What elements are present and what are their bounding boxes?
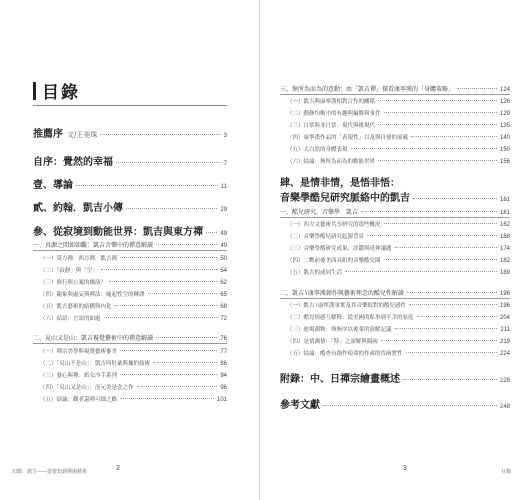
entry-page: 168 xyxy=(499,234,510,240)
entry-page: 11 xyxy=(220,184,227,190)
toc-entry-subsection[interactable] xyxy=(287,109,510,117)
leader-dots xyxy=(417,316,497,317)
leader-dots xyxy=(409,304,497,305)
entry-title: 一、酷兒研究，音樂學．凱吉 xyxy=(280,209,359,216)
entry-title: 三、無所為而為的意動：由「凱吉禪」探看康寧漢的「身體策略」 xyxy=(280,86,455,93)
leader-dots xyxy=(406,352,497,353)
entry-author: 文/王美珠 xyxy=(67,131,98,139)
entry-title: （五）凱吉藝術的結構與內化 xyxy=(40,304,112,310)
entry-title: （四）親象與虛妄與禪法：隨起性空的轉譯 xyxy=(40,292,145,298)
toc-entry-subsection[interactable] xyxy=(40,290,227,298)
entry-page: 29 xyxy=(220,207,227,213)
entry-page: 65 xyxy=(220,292,227,298)
leader-dots xyxy=(378,124,497,125)
entry-page: 62 xyxy=(220,280,227,286)
entry-page: 7 xyxy=(223,161,227,167)
entry-title: （四）康寧漢作品的「表現性」以及與自發的展碼 xyxy=(287,135,409,141)
toc-title: 目錄 xyxy=(42,83,80,103)
entry-page: 50 xyxy=(220,256,227,262)
entry-title: （五）大白然的身體表現 xyxy=(287,147,348,153)
toc-entry-subsection[interactable] xyxy=(40,395,227,403)
toc-entry-subsection[interactable] xyxy=(287,349,510,357)
entry-page: 204 xyxy=(499,315,510,321)
entry-title: 二、見山又是山：凱吉視覺藝術中的禪意解讀 xyxy=(33,335,154,342)
leader-dots xyxy=(361,211,497,212)
toc-entry-subsection[interactable] xyxy=(40,266,227,274)
leader-dots xyxy=(345,271,497,272)
leader-dots xyxy=(378,160,497,161)
toc-entry-appendix[interactable] xyxy=(280,370,510,385)
leader-dots xyxy=(115,305,218,306)
leader-dots xyxy=(384,259,497,260)
entry-page: 182 xyxy=(499,258,510,264)
toc-entry-subsection[interactable] xyxy=(287,268,510,276)
entry-title: （一）西方文藝術共享研究的那些概況 xyxy=(287,222,381,228)
entry-page: 189 xyxy=(499,270,510,276)
toc-entry-subsection[interactable] xyxy=(287,157,510,165)
leader-dots xyxy=(153,362,217,363)
entry-page: 72 xyxy=(220,316,227,322)
leader-dots xyxy=(384,112,497,113)
toc-entry-chapter-3[interactable] xyxy=(33,223,227,238)
leader-dots xyxy=(395,328,498,329)
entry-page: 150 xyxy=(499,147,510,153)
toc-entry-subsection[interactable] xyxy=(287,133,510,141)
entry-page: 248 xyxy=(499,404,510,410)
leader-dots xyxy=(457,88,497,89)
toc-entry-subsection[interactable] xyxy=(287,325,510,333)
entry-page: 196 xyxy=(499,291,510,297)
leader-dots xyxy=(206,232,217,233)
leader-dots xyxy=(120,374,217,375)
toc-entry-subsection[interactable] xyxy=(40,254,227,262)
entry-title: （三）發心與禪：紙女冷手系列 xyxy=(40,373,118,379)
leader-dots xyxy=(407,292,497,293)
leader-dots xyxy=(120,350,217,351)
entry-title: （二）音樂學酷兒研究起源背景 xyxy=(287,234,365,240)
entry-page: 54 xyxy=(220,268,227,274)
entry-page: 156 xyxy=(499,159,510,165)
entry-title: 推薦序 xyxy=(33,129,63,140)
toc-entry-subsection[interactable] xyxy=(287,337,510,345)
section-rule xyxy=(280,298,510,299)
toc-entry-subsection[interactable] xyxy=(287,97,510,105)
entry-title: （三）修行與公案的操演？ xyxy=(40,280,107,286)
entry-page: 49 xyxy=(220,231,227,237)
section-rule xyxy=(280,94,510,95)
leader-dots xyxy=(403,379,497,380)
leader-dots xyxy=(381,340,497,341)
entry-title: （五）結論：酷查台創作使命的作或的伐兩實性 xyxy=(287,351,403,357)
entry-page: 174 xyxy=(499,246,510,252)
leader-dots xyxy=(101,269,218,270)
leader-dots xyxy=(76,185,218,186)
toc-entry-chapter-1[interactable] xyxy=(33,176,227,191)
toc-entry-subsection[interactable] xyxy=(40,347,227,355)
entry-page: 126 xyxy=(499,99,510,105)
running-footer: 目錄 xyxy=(501,469,512,475)
leader-dots xyxy=(411,136,497,137)
toc-entry-references[interactable] xyxy=(280,396,510,411)
entry-title: 貳、約翰．凱吉小傳 xyxy=(33,203,123,214)
leader-dots xyxy=(126,208,217,209)
leader-dots xyxy=(148,293,218,294)
toc-entry-section-2[interactable] xyxy=(33,333,227,342)
entry-title: 二、凱吉∖康寧漢創作與藝術理念的酷兒性解讀 xyxy=(280,290,404,297)
leader-dots xyxy=(367,235,497,236)
toc-entry-subsection[interactable] xyxy=(40,359,227,367)
entry-title: （一）莫方禪．西方禪．凱吉禪 xyxy=(40,256,118,262)
entry-page: 94 xyxy=(220,373,227,379)
entry-title: 自序：覺然的幸福 xyxy=(33,157,113,168)
entry-title: （二）「見山不是山」：凱吉叫牡桑與操的技術 xyxy=(40,361,151,367)
toc-entry-subsection[interactable] xyxy=(287,145,510,153)
toc-entry-subsection[interactable] xyxy=(40,302,227,310)
entry-title: 壹、導論 xyxy=(33,180,73,191)
toc-entry-subsection[interactable] xyxy=(287,232,510,240)
toc-entry-section-5[interactable] xyxy=(280,288,510,297)
entry-page: 77 xyxy=(220,349,227,355)
toc-entry-preface[interactable] xyxy=(33,125,227,140)
entry-title: 附錄：中、日禪宗繪畫概述 xyxy=(280,374,400,385)
leader-dots xyxy=(120,398,214,399)
leader-dots xyxy=(351,148,497,149)
entry-page: 161 xyxy=(499,210,510,216)
entry-page: 219 xyxy=(499,339,510,345)
toc-entry-subsection[interactable] xyxy=(40,383,227,391)
entry-page: 228 xyxy=(499,378,510,384)
entry-title: （二）「寂靜」與「空」 xyxy=(40,268,98,274)
entry-page: 196 xyxy=(499,303,510,309)
running-footer: 幻聽．凱吉——從覺知到禪與藝術 xyxy=(12,469,88,475)
toc-entry-section-1[interactable] xyxy=(33,240,227,249)
toc-entry-section-4[interactable] xyxy=(280,207,510,216)
section-rule xyxy=(280,217,510,218)
leader-dots xyxy=(413,198,497,199)
heading-rule xyxy=(33,105,227,106)
page-number: 2 xyxy=(116,465,120,472)
toc-entry-subsection[interactable] xyxy=(287,256,510,264)
leader-dots xyxy=(137,386,218,387)
entry-title: 參考文獻 xyxy=(280,400,320,411)
entry-page: 162 xyxy=(499,222,510,228)
entry-page: 135 xyxy=(499,123,510,129)
page-number: 3 xyxy=(403,465,407,472)
entry-title: （三）日常與非日常：現代與後現代 xyxy=(287,123,376,129)
entry-title: （一）凱吉∖康寧漢事實及其音樂取對的酷兒感性 xyxy=(287,303,407,309)
leader-dots xyxy=(156,337,217,338)
entry-title: （一）凱吉與康寧漢相對合作的關係 xyxy=(287,99,376,105)
entry-title: （六）結語：言語的如處 xyxy=(40,316,101,322)
leader-dots xyxy=(120,257,217,258)
toc-entry-subsection[interactable] xyxy=(40,371,227,379)
section-rule xyxy=(33,250,227,251)
leader-dots xyxy=(378,100,497,101)
entry-title: （三）進場測物：與無序以後業的演解記議 xyxy=(287,327,392,333)
toc-entry-subsection[interactable] xyxy=(287,313,510,321)
toc-heading xyxy=(33,78,80,103)
entry-page: 3 xyxy=(223,133,227,139)
toc-entry-author-preface[interactable] xyxy=(33,153,227,168)
chapter-4-title-line-1[interactable]: 肆、是情非情，是悟非悟： xyxy=(280,178,400,189)
entry-page: 129 xyxy=(499,111,510,117)
leader-dots xyxy=(384,223,497,224)
toc-entry-subsection[interactable] xyxy=(287,244,510,252)
right-page xyxy=(260,0,520,500)
entry-title: （三）音樂學酷研究成果、評鑑與延伸議題 xyxy=(287,246,392,252)
entry-page: 96 xyxy=(220,385,227,391)
leader-dots xyxy=(395,247,497,248)
leader-dots xyxy=(323,405,497,406)
toc-entry-chapter-4[interactable] xyxy=(280,189,510,204)
toc-entry-subsection[interactable] xyxy=(40,278,227,286)
entry-title: （五）結論：觀者還禪可細之路 xyxy=(40,397,118,403)
entry-title: （五）凱吉的或同生活 xyxy=(287,270,343,276)
entry-page: 76 xyxy=(220,336,227,342)
entry-page: 161 xyxy=(499,197,510,203)
leader-dots xyxy=(116,162,221,163)
leader-dots xyxy=(109,281,217,282)
entry-page: 49 xyxy=(220,243,227,249)
entry-title: （四）是情測情：「特」之深解與隔兩 xyxy=(287,339,378,345)
leader-dots xyxy=(100,134,220,135)
entry-title: （二）動靜均衡中的有趣與編舞與事件 xyxy=(287,111,381,117)
entry-title: （六）結論：無所為而為的動能世界 xyxy=(287,159,376,165)
toc-entry-subsection[interactable] xyxy=(287,121,510,129)
entry-page: 101 xyxy=(216,397,227,403)
entry-page: 224 xyxy=(499,351,510,357)
heading-bar xyxy=(33,82,36,100)
entry-title: （四）二戰前後美西具組的音樂酷兒圈 xyxy=(287,258,381,264)
entry-title: 一、真源之間如如觀：凱吉音樂中的禪意解讀 xyxy=(33,242,154,249)
entry-title: （二）酷兒情感互解釋：從美國的私事到不幸的家庭 xyxy=(287,315,414,321)
toc-entry-subsection[interactable] xyxy=(287,301,510,309)
section-rule xyxy=(33,343,227,344)
entry-page: 68 xyxy=(220,304,227,310)
entry-page: 86 xyxy=(220,361,227,367)
toc-entry-subsection[interactable] xyxy=(287,220,510,228)
entry-page: 124 xyxy=(499,87,510,93)
entry-title: 參、從寂境到動能世界：凱吉與東方禪 xyxy=(33,227,203,238)
toc-entry-subsection[interactable] xyxy=(40,314,227,322)
entry-page: 211 xyxy=(500,327,510,333)
entry-page: 140 xyxy=(499,135,510,141)
leader-dots xyxy=(156,244,217,245)
entry-title: （一）禪宗美學與視覺藝術審美 xyxy=(40,349,118,355)
leader-dots xyxy=(104,317,218,318)
toc-entry-section-3[interactable] xyxy=(280,84,510,93)
entry-title: 音樂學酷兒研究脈絡中的凱吉 xyxy=(280,193,410,204)
entry-title: （四）「見山又是山」：而元美是念之作 xyxy=(40,385,134,391)
toc-entry-chapter-2[interactable] xyxy=(33,199,227,214)
